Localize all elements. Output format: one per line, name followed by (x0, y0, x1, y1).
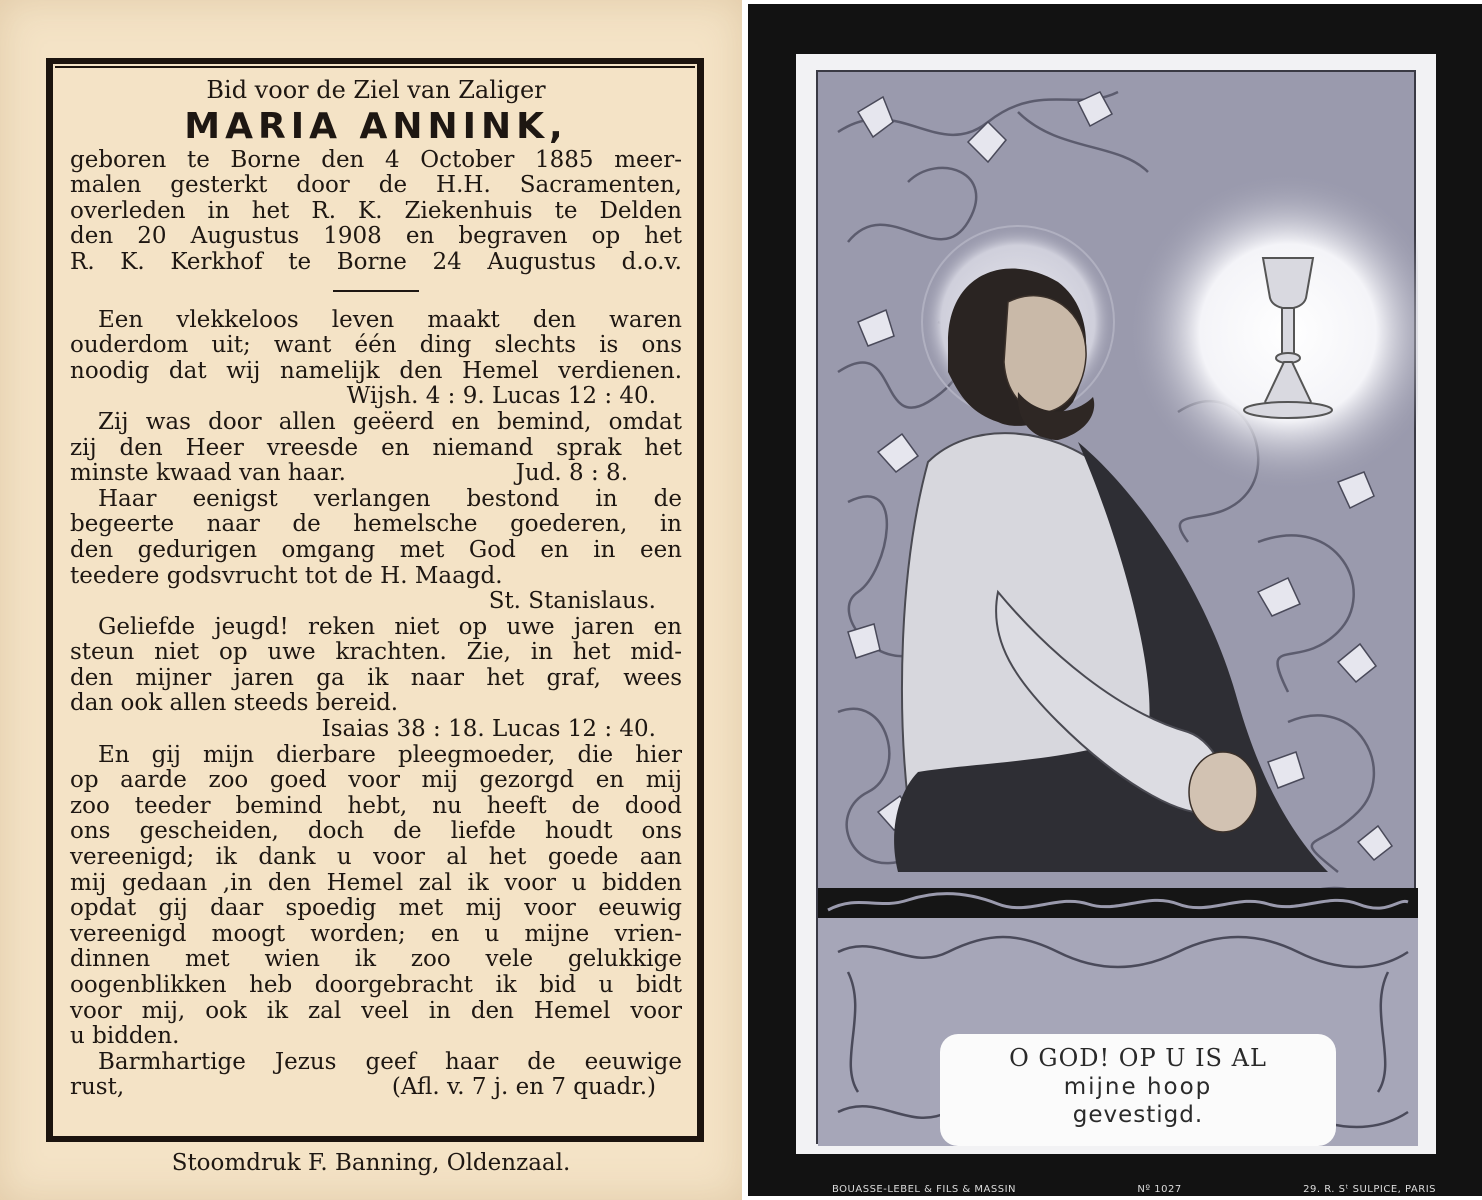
text-line: teedere godsvrucht tot de H. Maagd. (70, 562, 503, 589)
image-paper (796, 54, 1436, 1195)
prayer-heading: Bid voor de Ziel van Zaliger (206, 76, 546, 104)
text-line: ouderdom uit; want één ding slechts is ons (70, 332, 682, 359)
devotional-image-card (748, 4, 1482, 1196)
ornamental-illustration (816, 70, 1416, 1144)
text-line: noodig dat wij namelijk den Hemel verdienen. (70, 357, 682, 384)
paragraph-2 (70, 410, 682, 487)
text-line: steun niet op uwe krachten. Zie, in het mid- (70, 639, 682, 666)
text-line: Haar eenigst verlangen bestond in de (98, 485, 682, 512)
black-frieze-band (818, 888, 1418, 918)
publisher-name: BOUASSE-LEBEL & FILS & MASSIN (832, 1184, 1017, 1195)
paragraph-1 (70, 308, 682, 410)
text-line: oogenblikken heb doorgebracht ik bid u bidt (70, 972, 682, 998)
text-line: vereenigd moogt worden; en u mijne vrien- (70, 920, 682, 947)
text-line: voor mij, ook ik zal veel in den Hemel voor (70, 997, 682, 1024)
text-line: dan ook allen steeds bereid. (70, 690, 399, 717)
text-line: Zij was door allen geëerd en bemind, omdat (98, 408, 682, 435)
biography (70, 148, 682, 276)
text-line: opdat gij daar spoedig met mij voor eeuwig (70, 895, 682, 922)
text-line: u bidden. (70, 1023, 180, 1050)
scripture-reference: Jud. 8 : 8. (515, 460, 628, 487)
publisher-imprint (832, 1184, 1436, 1195)
plate-number: Nº 1027 (1137, 1184, 1182, 1195)
scripture-reference: St. Stanislaus. (488, 588, 656, 615)
text-line-with-reference (70, 1075, 682, 1101)
text-line: den gedurigen omgang met God en in een (70, 536, 682, 563)
scripture-reference: Isaias 38 : 18. Lucas 12 : 40. (321, 716, 656, 743)
text-line: op aarde zoo goed voor mij gezorgd en mij (70, 767, 682, 794)
text-line: vereenigd; ik dank u voor al het goede aan (70, 844, 682, 871)
text-line: begeerte naar de hemelsche goederen, in (70, 511, 682, 538)
divider-rule (333, 290, 419, 292)
text-line-with-reference (70, 461, 682, 487)
text-line: minste kwaad van haar. (70, 460, 346, 487)
text-line: den mijner jaren ga ik naar het graf, wees (70, 664, 682, 691)
bio-line: geboren te Borne den 4 October 1885 meer- (70, 146, 682, 173)
text-line: Een vlekkeloos leven maakt den waren (98, 306, 682, 333)
paragraph-5 (70, 743, 682, 1050)
motto-line: O GOD! OP U IS AL (1009, 1044, 1267, 1072)
memorial-text (70, 78, 682, 1101)
text-line: ons gescheiden, doch de liefde houdt ons (70, 818, 682, 845)
paragraph-3 (70, 487, 682, 615)
text-line: rust, (70, 1074, 125, 1101)
paragraph-6 (70, 1050, 682, 1101)
text-line: Geliefde jeugd! reken niet op uwe jaren en (98, 613, 682, 640)
text-line: dinnen met wien ik zoo vele gelukkige (70, 946, 682, 973)
text-line: mij gedaan ,in den Hemel zal ik voor u bidden (70, 869, 682, 896)
text-line: zoo teeder bemind hebt, nu heeft de dood (70, 792, 682, 819)
scripture-reference: Wijsh. 4 : 9. Lucas 12 : 40. (346, 383, 656, 410)
bio-line: malen gesterkt door de H.H. Sacramenten, (70, 172, 682, 199)
text-line: Barmhartige Jezus geef haar de eeuwige (98, 1048, 682, 1075)
bio-line: overleden in het R. K. Ziekenhuis te Delden (70, 197, 682, 224)
text-line: En gij mijn dierbare pleegmoeder, die hier (98, 741, 682, 768)
printer-imprint: Stoomdruk F. Banning, Oldenzaal. (171, 1150, 571, 1176)
motto-banner (940, 1034, 1336, 1146)
bio-line: R. K. Kerkhof te Borne 24 Augustus d.o.v. (70, 248, 682, 275)
paragraph-4 (70, 615, 682, 743)
bio-line: den 20 Augustus 1908 en begraven op het (70, 223, 682, 250)
text-line: zij den Heer vreesde en niemand sprak het (70, 434, 682, 461)
radiant-glow (1128, 172, 1418, 492)
illustration-artwork (818, 72, 1418, 1146)
motto-line: mijne hoop (1063, 1074, 1213, 1100)
scripture-reference: (Afl. v. 7 j. en 7 quadr.) (391, 1074, 656, 1101)
publisher-address: 29. R. Sᵗ SULPICE, PARIS (1303, 1184, 1436, 1195)
motto-line: gevestigd. (1072, 1102, 1204, 1128)
deceased-name: MARIA ANNINK, (184, 105, 568, 147)
